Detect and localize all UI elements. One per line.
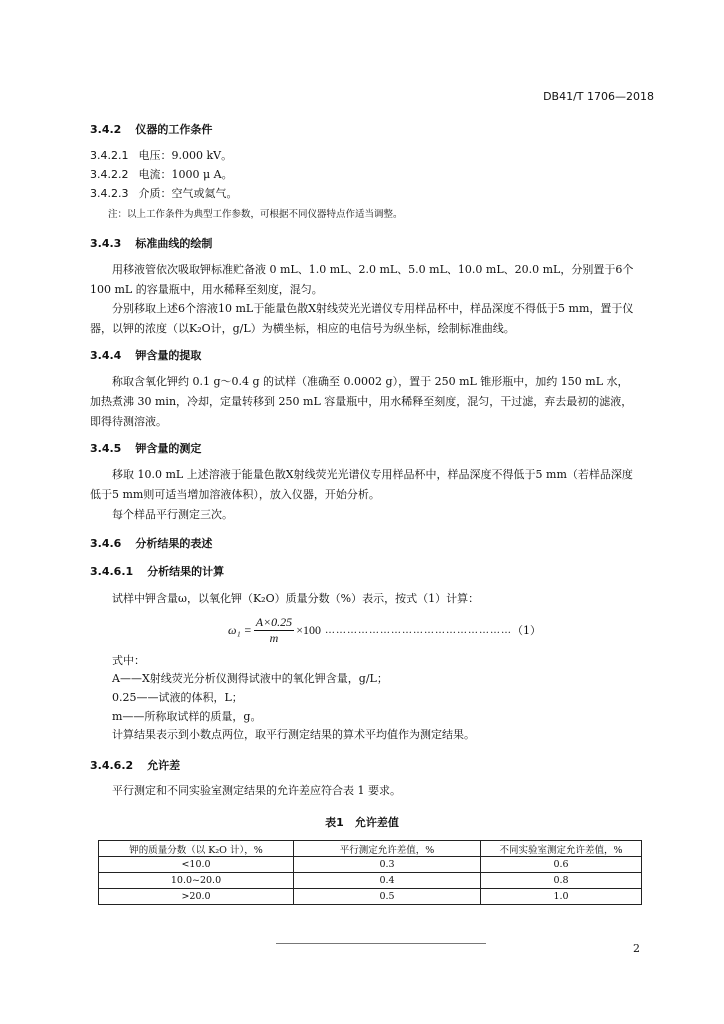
formula bbox=[228, 612, 541, 648]
table-row bbox=[99, 857, 642, 873]
item-3-4-2-2 bbox=[90, 166, 233, 184]
item-text: 电流：1000 μ A。 bbox=[138, 168, 233, 181]
formula-intro: 试样中钾含量ω，以氧化钾（K₂O）质量分数（%）表示，按式（1）计算： bbox=[112, 592, 480, 605]
section-heading-3-4-5 bbox=[90, 440, 201, 456]
column-header: 不同实验室测定允许差值，% bbox=[481, 841, 642, 857]
table-cell: 1.0 bbox=[481, 889, 642, 905]
tolerance-table bbox=[98, 840, 642, 905]
column-header: 平行测定允许差值，% bbox=[294, 841, 481, 857]
formula-rhs: ×100 bbox=[296, 622, 321, 637]
item-text: 介质：空气或氦气。 bbox=[138, 187, 238, 200]
table-cell: 0.8 bbox=[481, 873, 642, 889]
section-number: 3.4.3 bbox=[90, 237, 122, 250]
table-caption: 表1 允许差值 bbox=[325, 816, 399, 829]
table-cell: >20.0 bbox=[99, 889, 294, 905]
section-title: 分析结果的计算 bbox=[147, 565, 225, 578]
item-3-4-2-3 bbox=[90, 185, 237, 203]
section-title: 标准曲线的绘制 bbox=[135, 237, 213, 250]
table-cell: 0.6 bbox=[481, 857, 642, 873]
definition-volume: 0.25——试液的体积，L； bbox=[112, 691, 243, 704]
paragraph: 分别移取上述6个溶液10 mL于能量色散X射线荧光光谱仪专用样品杯中，样品深度不得低于5 mm，置于仪器，以钾的浓度（以K₂O计，g/L）为横坐标，相应的电信号为纵坐标，绘制标准曲线。 bbox=[90, 302, 634, 335]
where-label: 式中： bbox=[112, 654, 145, 667]
table-row bbox=[99, 873, 642, 889]
section-number: 3.4.6 bbox=[90, 537, 122, 550]
section-heading-3-4-6-2 bbox=[90, 757, 180, 773]
section-title: 分析结果的表述 bbox=[135, 537, 213, 550]
table-row bbox=[99, 889, 642, 905]
section-heading-3-4-2 bbox=[90, 121, 212, 137]
document-id: DB41/T 1706—2018 bbox=[543, 90, 654, 103]
definition-m: m——所称取试样的质量，g。 bbox=[112, 710, 262, 723]
section-heading-3-4-6-1 bbox=[90, 563, 224, 579]
section-number: 3.4.6.2 bbox=[90, 759, 134, 772]
item-number: 3.4.2.1 bbox=[90, 149, 129, 162]
section-heading-3-4-6 bbox=[90, 535, 212, 551]
formula-fraction bbox=[254, 615, 294, 646]
section-heading-3-4-3 bbox=[90, 235, 212, 251]
table-header-row bbox=[99, 841, 642, 857]
table-cell: 0.4 bbox=[294, 873, 481, 889]
table-cell: 10.0~20.0 bbox=[99, 873, 294, 889]
item-3-4-2-1 bbox=[90, 147, 232, 165]
note: 注：以上工作条件为典型工作参数，可根据不同仪器特点作适当调整。 bbox=[108, 209, 403, 220]
section-title: 钾含量的测定 bbox=[135, 442, 202, 455]
formula-numerator: A×0.25 bbox=[255, 614, 293, 629]
section-number: 3.4.2 bbox=[90, 123, 122, 136]
table-cell: <10.0 bbox=[99, 857, 294, 873]
section-number: 3.4.6.1 bbox=[90, 565, 134, 578]
formula-leader-dots: …………………………………………… bbox=[324, 624, 512, 636]
paragraph: 用移液管依次吸取钾标准贮备液 0 mL、1.0 mL、2.0 mL、5.0 mL、10.0 mL、20.0 mL，分别置于6个100 mL 的容量瓶中，用水稀释至刻度，混匀。 bbox=[90, 263, 634, 296]
definition-a: A——X射线荧光分析仪测得试液中的氧化钾含量，g/L； bbox=[112, 672, 388, 685]
section-title: 钾含量的提取 bbox=[135, 349, 202, 362]
paragraph: 平行测定和不同实验室测定结果的允许差应符合表 1 要求。 bbox=[112, 784, 401, 797]
formula-denominator: m bbox=[269, 630, 279, 645]
item-number: 3.4.2.3 bbox=[90, 187, 129, 200]
paragraph: 移取 10.0 mL 上述溶液于能量色散X射线荧光光谱仪专用样品杯中，样品深度不得低于5 mm（若样品深度低于5 mm则可适当增加溶液体积），放入仪器，开始分析。 bbox=[90, 468, 633, 501]
section-title: 仪器的工作条件 bbox=[135, 123, 213, 136]
item-number: 3.4.2.2 bbox=[90, 168, 129, 181]
table-cell: 0.3 bbox=[294, 857, 481, 873]
equation-number: （1） bbox=[511, 624, 541, 637]
column-header: 钾的质量分数（以 K₂O 计），% bbox=[99, 841, 294, 857]
formula-lhs: ω₁ = bbox=[228, 622, 252, 637]
paragraph: 每个样品平行测定三次。 bbox=[112, 508, 233, 521]
section-heading-3-4-4 bbox=[90, 347, 201, 363]
paragraph: 称取含氧化钾约 0.1 g～0.4 g 的试样（准确至 0.0002 g），置于 250 mL 锥形瓶中，加约 150 mL 水，加热煮沸 30 min，冷却，定量转移到 250 mL 容量瓶中，用水稀释至刻度，混匀，干过滤，弃去最初的滤液，即得待测溶液。 bbox=[90, 375, 633, 428]
footer-divider bbox=[276, 943, 486, 944]
section-number: 3.4.4 bbox=[90, 349, 122, 362]
table-cell: 0.5 bbox=[294, 889, 481, 905]
section-title: 允许差 bbox=[147, 759, 181, 772]
page-number: 2 bbox=[633, 942, 640, 955]
item-text: 电压：9.000 kV。 bbox=[138, 149, 233, 162]
section-number: 3.4.5 bbox=[90, 442, 122, 455]
result-rule: 计算结果表示到小数点两位，取平行测定结果的算术平均值作为测定结果。 bbox=[112, 728, 475, 741]
